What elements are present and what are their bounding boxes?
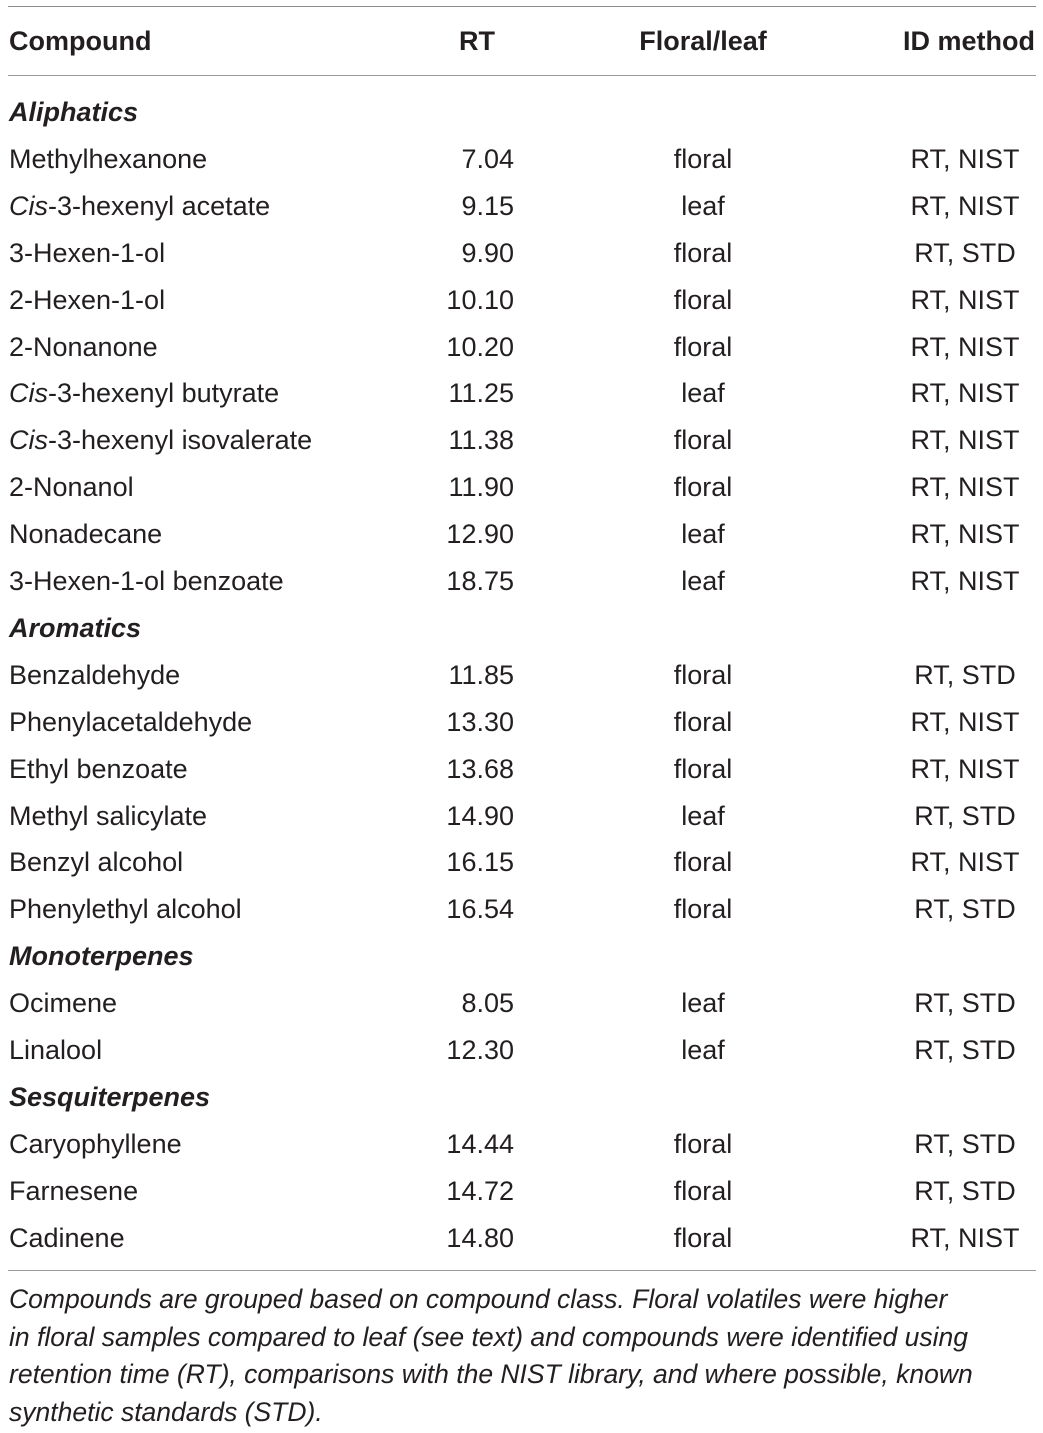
compound-name-text: Methylhexanone xyxy=(9,143,208,174)
table-row xyxy=(0,886,1043,932)
id-method: RT, STD xyxy=(914,894,1016,925)
floral-leaf: floral xyxy=(673,425,733,456)
id-method: RT, NIST xyxy=(910,331,1020,362)
retention-time: 13.30 xyxy=(446,706,514,737)
compound-name xyxy=(9,1121,182,1167)
compound-name-text: Benzyl alcohol xyxy=(9,847,184,878)
compound-name-text: Benzaldehyde xyxy=(9,659,181,690)
floral-leaf: floral xyxy=(673,1128,733,1159)
floral-leaf: floral xyxy=(673,1175,733,1206)
id-method: RT, STD xyxy=(914,800,1016,831)
compound-name xyxy=(9,980,117,1026)
floral-leaf: leaf xyxy=(681,800,725,831)
compound-name xyxy=(9,324,158,370)
retention-time: 13.68 xyxy=(446,753,514,784)
header-rt: RT xyxy=(459,26,495,56)
retention-time: 7.04 xyxy=(461,143,514,174)
compound-name xyxy=(9,417,312,463)
compound-name xyxy=(9,1027,102,1073)
compound-name-text: Farnesene xyxy=(9,1175,139,1206)
retention-time: 11.90 xyxy=(448,472,514,503)
compound-name xyxy=(9,886,242,932)
table-row xyxy=(0,558,1043,604)
retention-time: 12.30 xyxy=(446,1035,514,1065)
id-method: RT, STD xyxy=(914,1035,1016,1065)
group-label: Sesquiterpenes xyxy=(9,1081,211,1112)
compound-name-text: Phenylethyl alcohol xyxy=(9,894,242,925)
compound-name xyxy=(9,136,207,182)
compound-name xyxy=(9,277,165,323)
group-row xyxy=(0,89,1043,135)
floral-leaf: floral xyxy=(673,237,733,268)
floral-leaf: floral xyxy=(673,847,733,878)
table-row xyxy=(0,183,1043,229)
floral-leaf: floral xyxy=(673,143,733,174)
compound-name-text: Caryophyllene xyxy=(9,1128,182,1159)
floral-leaf: leaf xyxy=(681,988,725,1019)
table-row xyxy=(0,230,1043,276)
retention-time: 14.80 xyxy=(446,1222,514,1253)
retention-time: 11.38 xyxy=(448,425,514,456)
compound-name-text: Phenylacetaldehyde xyxy=(9,706,253,737)
group-label: Aromatics xyxy=(9,612,142,643)
compound-prefix: Cis xyxy=(9,425,48,456)
id-method: RT, NIST xyxy=(910,847,1020,878)
id-method: RT, STD xyxy=(914,1128,1016,1159)
id-method: RT, NIST xyxy=(910,425,1020,456)
table-row xyxy=(0,1121,1043,1167)
group-row xyxy=(0,933,1043,979)
id-method: RT, NIST xyxy=(910,706,1020,737)
compound-name xyxy=(9,746,188,792)
table-row xyxy=(0,511,1043,557)
id-method: RT, NIST xyxy=(910,143,1020,174)
compound-name xyxy=(9,464,134,510)
floral-leaf: floral xyxy=(673,894,733,925)
header-floral-leaf: Floral/leaf xyxy=(639,26,767,56)
compound-name xyxy=(9,370,279,416)
floral-leaf: floral xyxy=(673,753,733,784)
table-row xyxy=(0,1027,1043,1073)
table-row xyxy=(0,464,1043,510)
compound-name xyxy=(9,699,252,745)
id-method: RT, NIST xyxy=(910,378,1020,409)
floral-leaf: leaf xyxy=(681,566,725,596)
id-method: RT, STD xyxy=(914,1175,1016,1206)
id-method: RT, STD xyxy=(914,237,1016,268)
table-row xyxy=(0,136,1043,182)
compound-name-text: -3-hexenyl butyrate xyxy=(48,378,280,409)
compound-name xyxy=(9,1215,125,1261)
retention-time: 14.44 xyxy=(446,1128,514,1159)
compound-name xyxy=(9,793,207,839)
floral-leaf: leaf xyxy=(681,190,725,221)
retention-time: 10.20 xyxy=(446,331,514,362)
compound-name-text: 2-Nonanone xyxy=(9,331,158,362)
compound-prefix: Cis xyxy=(9,190,48,221)
table-row xyxy=(0,793,1043,839)
retention-time: 18.75 xyxy=(446,566,514,596)
retention-time: 9.90 xyxy=(461,237,514,268)
compound-name-text: Cadinene xyxy=(9,1222,125,1253)
retention-time: 11.85 xyxy=(448,659,514,690)
retention-time: 9.15 xyxy=(461,190,514,221)
retention-time: 14.90 xyxy=(446,800,514,831)
retention-time: 16.15 xyxy=(446,847,514,878)
table-header-row xyxy=(0,18,1043,64)
footnote-line: in floral samples compared to leaf (see text) and compounds were identified using xyxy=(9,1321,968,1352)
group-row xyxy=(0,1074,1043,1120)
id-method: RT, NIST xyxy=(910,1222,1020,1253)
id-method: RT, STD xyxy=(914,988,1016,1019)
table-row xyxy=(0,324,1043,370)
compound-name xyxy=(9,558,284,604)
floral-leaf: floral xyxy=(673,472,733,503)
floral-leaf: leaf xyxy=(681,519,725,550)
group-label: Aliphatics xyxy=(9,97,139,127)
id-method: RT, NIST xyxy=(910,753,1020,784)
floral-leaf: floral xyxy=(673,1222,733,1253)
table-row xyxy=(0,277,1043,323)
retention-time: 8.05 xyxy=(461,988,514,1019)
compound-name xyxy=(9,1168,138,1214)
table-footnote xyxy=(9,1281,1039,1431)
floral-leaf: leaf xyxy=(681,1035,725,1065)
table-row xyxy=(0,652,1043,698)
table-row xyxy=(0,699,1043,745)
table-row xyxy=(0,746,1043,792)
compound-prefix: Cis xyxy=(9,378,48,409)
floral-leaf: leaf xyxy=(681,378,725,409)
compound-name-text: Nonadecane xyxy=(9,519,163,550)
compound-name-text: Methyl salicylate xyxy=(9,800,208,831)
compound-name xyxy=(9,230,165,276)
table-row xyxy=(0,1215,1043,1261)
group-label: Monoterpenes xyxy=(9,941,194,972)
table-row xyxy=(0,417,1043,463)
table-row xyxy=(0,1168,1043,1214)
compound-name xyxy=(9,839,183,885)
footnote-line: retention time (RT), comparisons with the NIST library, and where possible, known xyxy=(9,1359,973,1389)
floral-leaf: floral xyxy=(673,331,733,362)
header-id-method: ID method xyxy=(903,26,1035,56)
compound-name xyxy=(9,652,180,698)
id-method: RT, NIST xyxy=(910,284,1020,315)
id-method: RT, NIST xyxy=(910,190,1020,221)
id-method: RT, NIST xyxy=(910,472,1020,503)
floral-leaf: floral xyxy=(673,706,733,737)
id-method: RT, NIST xyxy=(910,519,1020,550)
compound-name-text: 3-Hexen-1-ol benzoate xyxy=(9,566,284,596)
id-method: RT, NIST xyxy=(910,566,1020,596)
compound-name-text: Ocimene xyxy=(9,988,118,1019)
table-header-rule xyxy=(8,75,1036,76)
footnote-line: Compounds are grouped based on compound class. Floral volatiles were higher xyxy=(9,1284,948,1314)
table-bottom-rule xyxy=(8,1270,1036,1271)
compound-name-text: 2-Nonanol xyxy=(9,472,134,503)
compound-name-text: Linalool xyxy=(9,1035,103,1065)
group-row xyxy=(0,605,1043,651)
retention-time: 16.54 xyxy=(446,894,514,925)
id-method: RT, STD xyxy=(914,659,1016,690)
compound-name xyxy=(9,183,270,229)
retention-time: 11.25 xyxy=(448,378,514,409)
retention-time: 14.72 xyxy=(446,1175,514,1206)
table-row xyxy=(0,370,1043,416)
retention-time: 12.90 xyxy=(446,519,514,550)
compound-name-text: Ethyl benzoate xyxy=(9,753,188,784)
retention-time: 10.10 xyxy=(446,284,514,315)
footnote-line: synthetic standards (STD). xyxy=(9,1396,323,1427)
floral-leaf: floral xyxy=(673,659,733,690)
compound-name-text: -3-hexenyl isovalerate xyxy=(48,425,313,456)
compound-name-text: 3-Hexen-1-ol xyxy=(9,237,166,268)
compound-name-text: -3-hexenyl acetate xyxy=(48,190,271,221)
compound-name-text: 2-Hexen-1-ol xyxy=(9,284,166,315)
table-row xyxy=(0,839,1043,885)
table-row xyxy=(0,980,1043,1026)
floral-leaf: floral xyxy=(673,284,733,315)
compound-name xyxy=(9,511,162,557)
table-top-rule xyxy=(8,6,1036,7)
header-compound: Compound xyxy=(9,26,152,56)
